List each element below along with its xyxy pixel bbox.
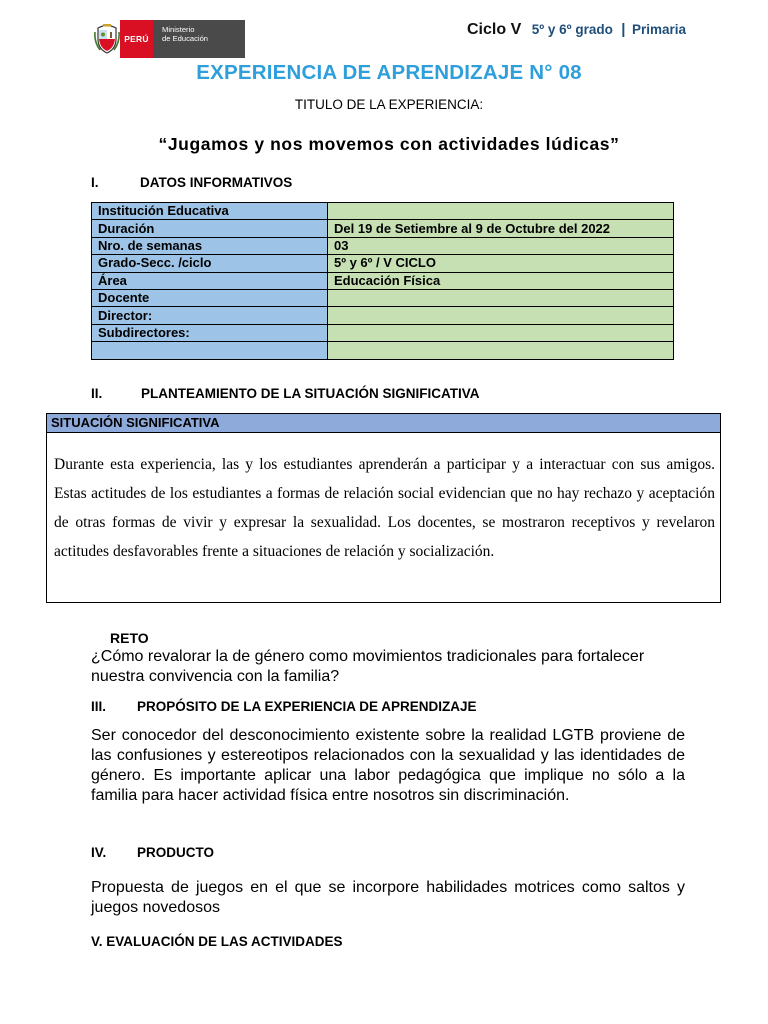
situation-box-header: SITUACIÓN SIGNIFICATIVA: [47, 414, 720, 433]
section-1-heading: [91, 175, 292, 190]
datos-field-value: [328, 203, 674, 220]
header-separator: |: [621, 21, 626, 38]
section-4-title: PRODUCTO: [137, 845, 215, 860]
datos-field-value: 5º y 6º / V CICLO: [328, 255, 674, 272]
coat-of-arms-icon: [93, 20, 120, 58]
datos-field-value: Del 19 de Setiembre al 9 de Octubre del 2022: [328, 220, 674, 237]
datos-informativos-table: [91, 202, 674, 360]
datos-field-label: Docente: [92, 289, 328, 306]
reto-label: RETO: [110, 630, 149, 646]
grade-label: 5º y 6º grado: [531, 22, 613, 37]
section-3-heading: [91, 699, 477, 714]
datos-field-value: [328, 307, 674, 324]
datos-field-label: Área: [92, 272, 328, 289]
section-2-title: PLANTEAMIENTO DE LA SITUACIÓN SIGNIFICATIVA: [141, 386, 480, 401]
datos-table-row: [92, 307, 674, 324]
cycle-label: Ciclo V: [467, 21, 522, 38]
datos-field-value: [328, 289, 674, 306]
datos-field-label: Grado-Secc. /ciclo: [92, 255, 328, 272]
peru-label: PERÚ: [120, 20, 153, 58]
experience-title-label: TITULO DE LA EXPERIENCIA:: [294, 97, 484, 112]
datos-table-row: [92, 203, 674, 220]
datos-field-label: Institución Educativa: [92, 203, 328, 220]
section-3-number: III.: [91, 699, 107, 714]
section-3-title: PROPÓSITO DE LA EXPERIENCIA DE APRENDIZAJE: [137, 699, 477, 714]
situation-text: Durante esta experiencia, las y los estudiantes aprenderán a participar y a interactuar con sus amigos. Estas actitudes de los estudiantes a formas de relación social evidencian que no hay rechazo y aceptación de otras formas de vivir y expresar la sexualidad. Los docentes, se mostraron receptivos y revelaron actitudes desfavorables frente a situaciones de relación y socialización.: [54, 456, 715, 560]
datos-table-row: [92, 272, 674, 289]
ministry-label: [153, 20, 245, 58]
datos-table-body: [92, 203, 674, 360]
section-1-title: DATOS INFORMATIVOS: [140, 175, 293, 190]
section-4-heading: [91, 845, 214, 860]
datos-field-value: [328, 324, 674, 341]
datos-field-label: Duración: [92, 220, 328, 237]
datos-field-value: Educación Física: [328, 272, 674, 289]
purpose-text: Ser conocedor del desconocimiento existente sobre la realidad LGTB proviene de las confusiones y estereotipos relacionados con la sexualidad y las identidades de género. Es importante aplicar una labor pedagógica que implique no sólo a la familia para hacer actividad física entre nosotros sin discriminación.: [91, 727, 685, 804]
section-4-number: IV.: [91, 845, 107, 860]
datos-field-label: Director:: [92, 307, 328, 324]
datos-field-label: [92, 342, 328, 359]
cycle-header: [467, 21, 686, 39]
datos-field-label: Subdirectores:: [92, 324, 328, 341]
datos-table-row: [92, 237, 674, 254]
section-2-number: II.: [91, 386, 103, 401]
datos-table-row: [92, 220, 674, 237]
ministry-line-1: Ministerio: [162, 25, 195, 34]
product-text: Propuesta de juegos en el que se incorpore habilidades motrices como saltos y juegos novedosos: [91, 879, 685, 916]
section-1-number: I.: [91, 175, 99, 190]
minedu-logo: [93, 20, 245, 58]
datos-table-row: [92, 324, 674, 341]
document-title: EXPERIENCIA DE APRENDIZAJE N° 08: [196, 61, 582, 84]
situation-box: [46, 413, 721, 603]
section-5-heading: V. EVALUACIÓN DE LAS ACTIVIDADES: [91, 934, 343, 949]
datos-table-row: [92, 342, 674, 359]
section-2-heading: [91, 386, 480, 401]
datos-field-label: Nro. de semanas: [92, 237, 328, 254]
datos-table-row: [92, 255, 674, 272]
datos-table-row: [92, 289, 674, 306]
reto-question: ¿Cómo revalorar la de género como movimientos tradicionales para fortalecer nuestra convivencia con la familia?: [91, 648, 645, 685]
level-label: Primaria: [631, 22, 686, 37]
datos-field-value: 03: [328, 237, 674, 254]
experience-title: “Jugamos y nos movemos con actividades lúdicas”: [158, 134, 620, 154]
datos-field-value: [328, 342, 674, 359]
ministry-line-2: de Educación: [162, 34, 209, 43]
